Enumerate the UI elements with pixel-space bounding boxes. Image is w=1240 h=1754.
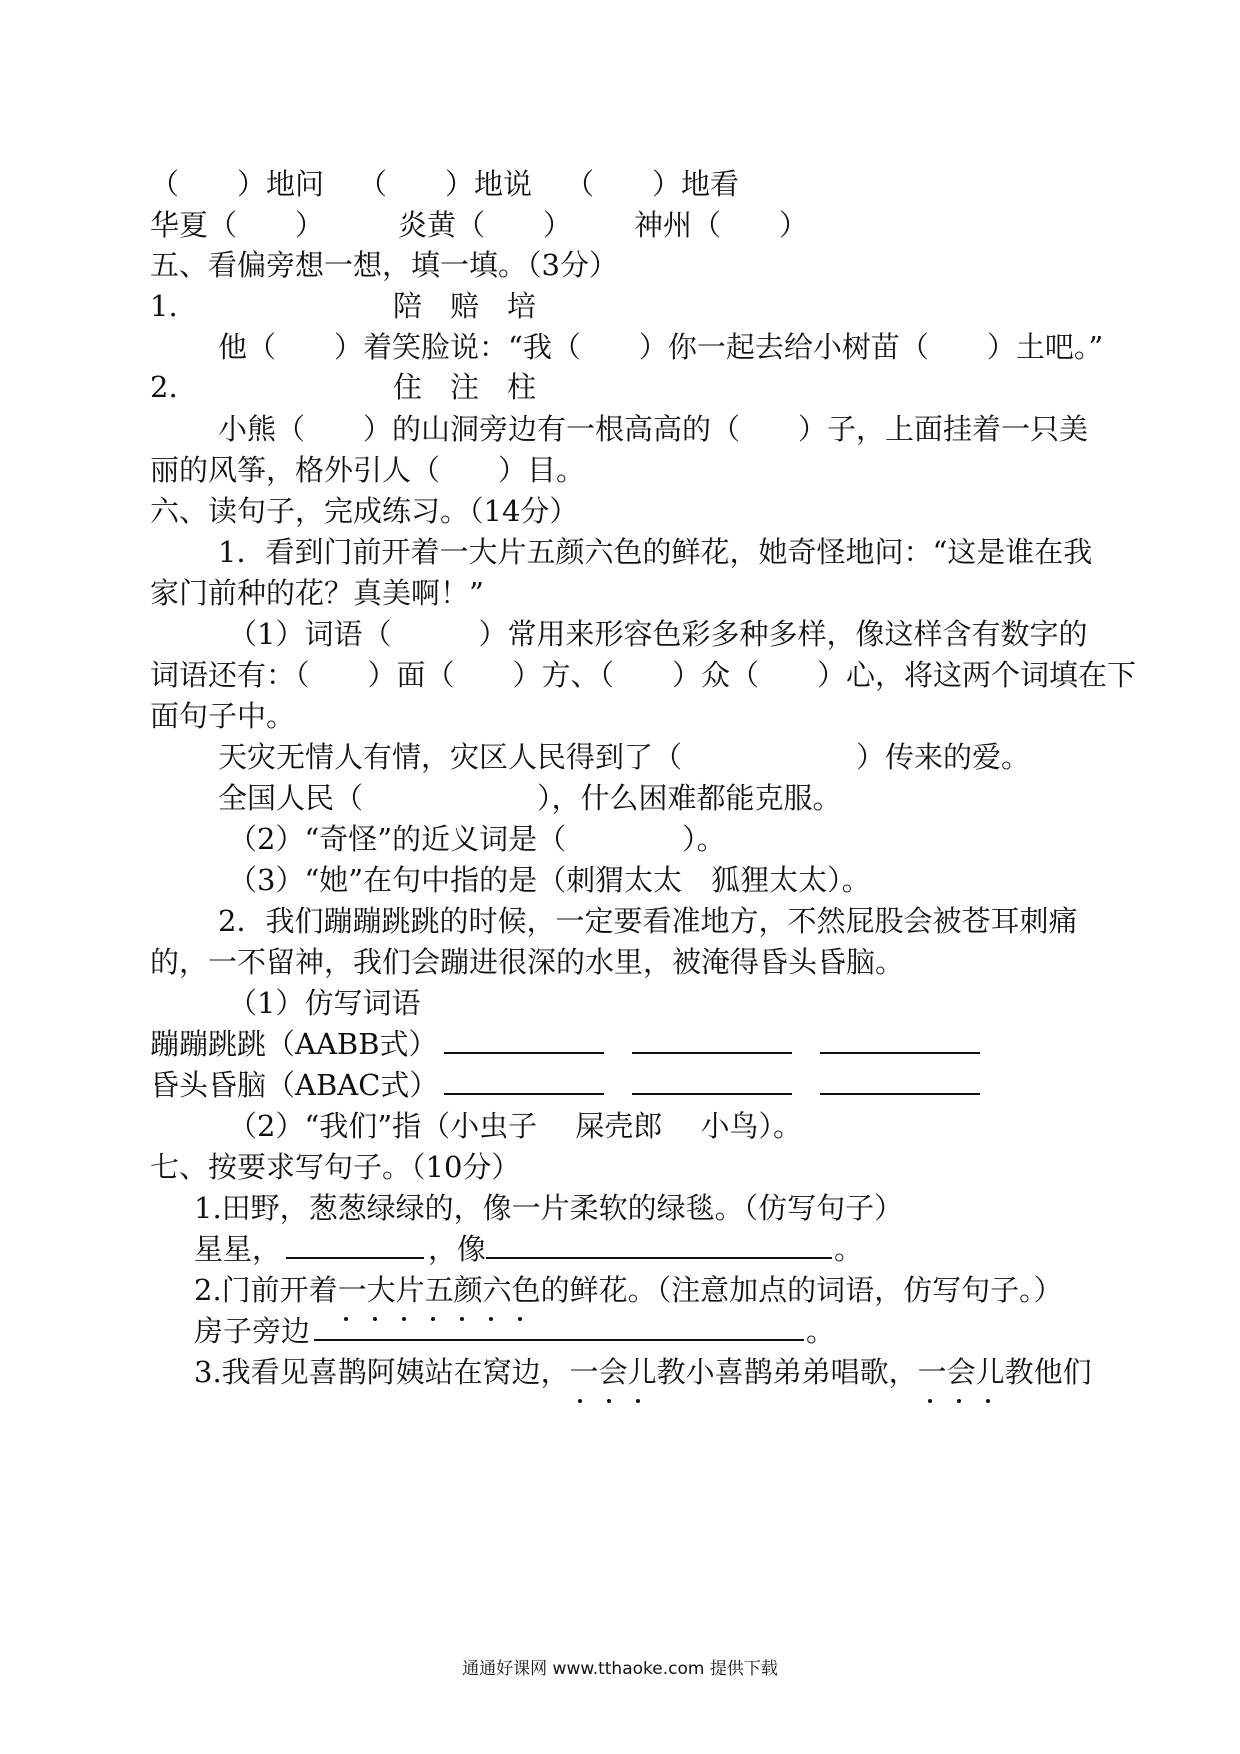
q6-p1-q1-sentence2: 全国人民（ ），什么困难都能克服。 xyxy=(218,781,842,815)
emphasis-dot xyxy=(957,1399,961,1403)
answer-line[interactable] xyxy=(314,1311,804,1341)
emphasis-dot xyxy=(578,1399,582,1403)
answer-line[interactable] xyxy=(632,1024,792,1054)
q6-p1-q1-line3: 面句子中。 xyxy=(150,699,296,733)
q5-heading: 五、看偏旁想一想，填一填。（3分） xyxy=(150,248,618,282)
radical-char: 住 xyxy=(393,370,423,404)
answer-line[interactable] xyxy=(444,1024,604,1054)
q6-p2-line2: 的，一不留神，我们会蹦进很深的水里，被淹得昏头昏脑。 xyxy=(150,945,905,979)
q6-p1-q2: （2）“奇怪”的近义词是（ ）。 xyxy=(228,822,726,856)
q6-p1-q1-line2: 词语还有：（ ）面（ ）方、（ ）众（ ）心，将这两个词填在下 xyxy=(150,658,1137,692)
q6-p2-q2: （2）“我们”指（小虫子 屎壳郎 小鸟）。 xyxy=(228,1109,803,1143)
page-footer: 通通好课网 www.tthaoke.com 提供下载 xyxy=(462,1659,778,1679)
answer-line[interactable] xyxy=(286,1229,424,1259)
q6-p2-line1: 2．我们蹦蹦跳跳的时候，一定要看准地方，不然屁股会被苍耳刺痛 xyxy=(218,904,1078,938)
radical-char: 培 xyxy=(507,289,537,323)
emphasis-dot xyxy=(986,1399,990,1403)
q5-item1-sentence: 他（ ）着笑脸说：“我（ ）你一起去给小树苗（ ）土吧。” xyxy=(218,330,1104,364)
fill-item: 神州（ ） xyxy=(634,208,809,242)
q7-s1: 1.田野，葱葱绿绿的，像一片柔软的绿毯。（仿写句子） xyxy=(194,1191,904,1225)
q6-p1-line2: 家门前种的花？真美啊！” xyxy=(150,576,484,610)
radical-char: 陪 xyxy=(393,289,423,323)
fill-mid: ，像 xyxy=(428,1232,487,1266)
q7-s2: 2.门前开着一大片五颜六色的鲜花。（注意加点的词语，仿写句子。） xyxy=(194,1273,1063,1307)
answer-line[interactable] xyxy=(632,1065,792,1095)
aabb-label: 蹦蹦跳跳（AABB式） xyxy=(150,1027,438,1061)
abac-label: 昏头昏脑（ABAC式） xyxy=(150,1068,439,1102)
q6-p1-q3: （3）“她”在句中指的是（刺猬太太 狐狸太太）。 xyxy=(228,863,871,897)
emphasis-dot xyxy=(636,1399,640,1403)
answer-line[interactable] xyxy=(820,1024,980,1054)
fill-end: 。 xyxy=(834,1232,864,1266)
q6-p1-q1-sentence1: 天灾无情人有情，灾区人民得到了（ ）传来的爱。 xyxy=(218,740,1031,774)
item-number: 1. xyxy=(150,289,178,323)
q6-heading: 六、读句子，完成练习。（14分） xyxy=(150,494,579,528)
q6-p2-q1: （1）仿写词语 xyxy=(228,986,421,1020)
fill-end: 。 xyxy=(806,1314,836,1348)
fill-item: （ ）地问 xyxy=(150,167,325,201)
emphasis-dot xyxy=(607,1399,611,1403)
q7-heading: 七、按要求写句子。（10分） xyxy=(150,1150,521,1184)
radical-char: 赔 xyxy=(450,289,480,323)
q5-item2-line1: 小熊（ ）的山洞旁边有一根高高的（ ）子，上面挂着一只美 xyxy=(218,412,1089,446)
q6-p1-line1: 1．看到门前开着一大片五颜六色的鲜花，她奇怪地问：“这是谁在我 xyxy=(218,535,1093,569)
q5-item2-line2: 丽的风筝，格外引人（ ）目。 xyxy=(150,453,586,487)
fill-prefix: 星星， xyxy=(194,1232,282,1266)
item-number: 2. xyxy=(150,370,178,404)
radical-char: 柱 xyxy=(507,370,537,404)
fill-item: 炎黄（ ） xyxy=(398,208,573,242)
fill-item: 华夏（ ） xyxy=(150,208,325,242)
fill-prefix: 房子旁边 xyxy=(194,1314,311,1348)
q6-p1-q1-line1: （1）词语（ ）常用来形容色彩多种多样，像这样含有数字的 xyxy=(228,617,1088,651)
answer-line[interactable] xyxy=(486,1229,832,1259)
radical-char: 注 xyxy=(450,370,480,404)
fill-item: （ ）地说 xyxy=(358,167,533,201)
fill-item: （ ）地看 xyxy=(565,167,740,201)
emphasis-dot xyxy=(928,1399,932,1403)
answer-line[interactable] xyxy=(820,1065,980,1095)
answer-line[interactable] xyxy=(444,1065,604,1095)
q7-s3: 3.我看见喜鹊阿姨站在窝边，一会儿教小喜鹊弟弟唱歌，一会儿教他们 xyxy=(194,1355,1092,1389)
